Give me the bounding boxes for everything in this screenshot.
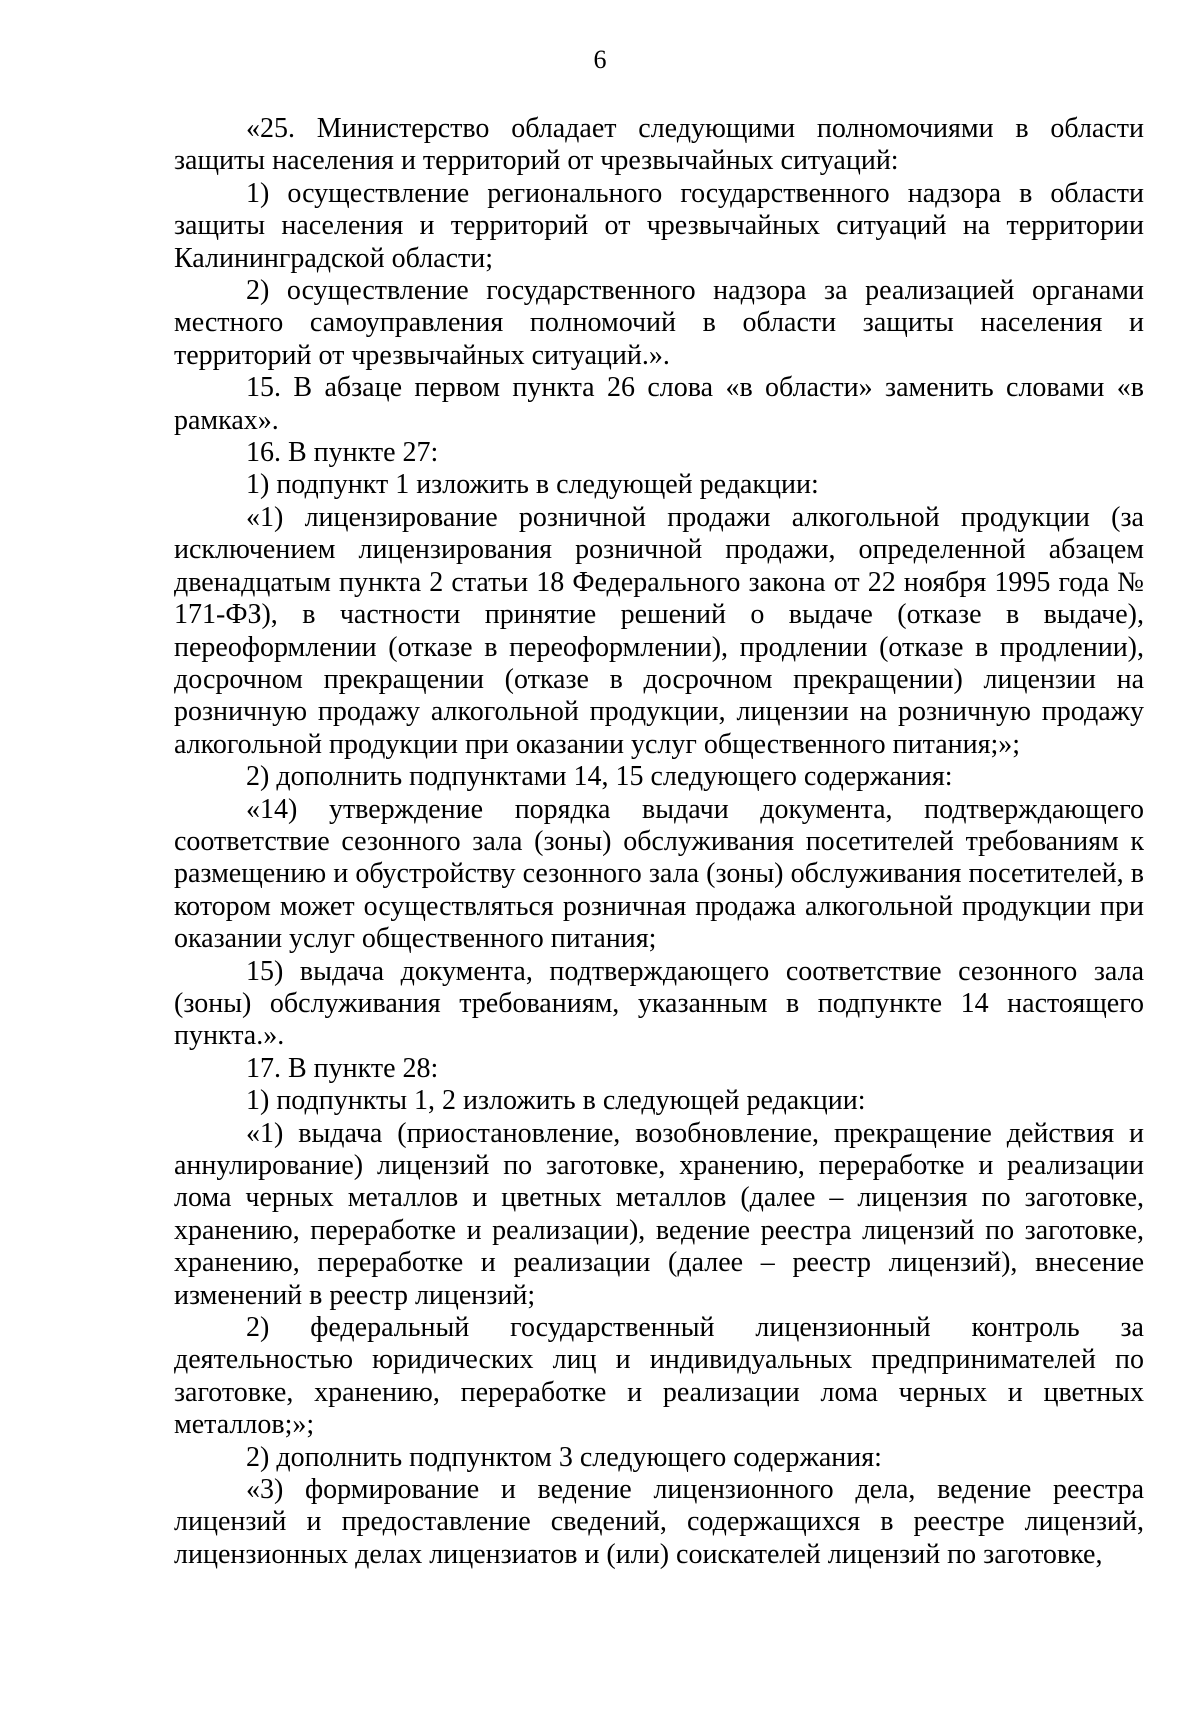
paragraph-item-16: 16. В пункте 27: [246,437,439,469]
paragraph-subitem-3-licensing-file: «3) формирование и ведение лицензионного дела, ведение реестра лицензий и предоставление сведений, содержащихся в реестре лицензий, лицензионных делах лицензиатов и (или) соискателей лицензий по заготовке, [174,1474,1144,1570]
paragraph-subitem-14-seasonal-hall: «14) утверждение порядка выдачи документа, подтверждающего соответствие сезонного зала (зоны) обслуживания посетителей требованиям к размещению и обустройству сезонного зала (зоны) обслуживания посетителей, в котором может осуществляться розничная продажа алкогольной продукции при оказании услуг общественного питания; [174,793,1144,955]
paragraph-licensing-alcohol: «1) лицензирование розничной продажи алкогольной продукции (за исключением лицензирования розничной продажи, определенной абзацем двенадцатым пункта 2 статьи 18 Федерального закона от 22 ноября 1995 года № 171-ФЗ), в частности принятие решений о выдаче (отказе в выдаче), переоформлении (отказе в переоформлении), продлении (отказе в продлении), досрочном прекращении (отказе в досрочном прекращении) лицензии на розничную продажу алкогольной продукции, лицензии на розничную продажу алкогольной продукции при оказании услуг общественного питания;»; [174,501,1144,760]
paragraph-item-16-subitem-2: 2) дополнить подпунктами 14, 15 следующего содержания: [246,761,953,793]
paragraph-item-17-subitem-1: 1) подпункты 1, 2 изложить в следующей редакции: [246,1085,866,1117]
paragraph-subitem-2-state-supervision: 2) осуществление государственного надзора за реализацией органами местного самоуправления полномочий в области защиты населения и территорий от чрезвычайных ситуаций.». [174,275,1144,371]
paragraph-item-15: 15. В абзаце первом пункта 26 слова «в области» заменить словами «в рамках». [174,372,1144,436]
document-body [174,113,1144,1571]
paragraph-item-17: 17. В пункте 28: [246,1052,439,1084]
paragraph-licensing-scrap-metal: «1) выдача (приостановление, возобновление, прекращение действия и аннулирование) лицензий по заготовке, хранению, переработке и реализации лома черных металлов и цветных металлов (далее – лицензия по заготовке, хранению, переработке и реализации), ведение реестра лицензий по заготовке, хранению, переработке и реализации (далее – реестр лицензий), внесение изменений в реестр лицензий; [174,1117,1144,1311]
paragraph-item-25-intro: «25. Министерство обладает следующими полномочиями в области защиты населения и территорий от чрезвычайных ситуаций: [174,113,1144,177]
paragraph-item-16-subitem-1: 1) подпункт 1 изложить в следующей редакции: [246,469,819,501]
paragraph-federal-licensing-control: 2) федеральный государственный лицензионный контроль за деятельностью юридических лиц и индивидуальных предпринимателей по заготовке, хранению, переработке и реализации лома черных и цветных металлов;»; [174,1312,1144,1441]
paragraph-subitem-1-regional-supervision: 1) осуществление регионального государственного надзора в области защиты населения и территорий от чрезвычайных ситуаций на территории Калининградской области; [174,177,1144,274]
paragraph-item-17-subitem-2: 2) дополнить подпунктом 3 следующего содержания: [246,1441,882,1473]
paragraph-subitem-15-document-issue: 15) выдача документа, подтверждающего соответствие сезонного зала (зоны) обслуживания требованиям, указанным в подпункте 14 настоящего пункта.». [174,955,1144,1052]
page-number: 6 [593,45,607,74]
